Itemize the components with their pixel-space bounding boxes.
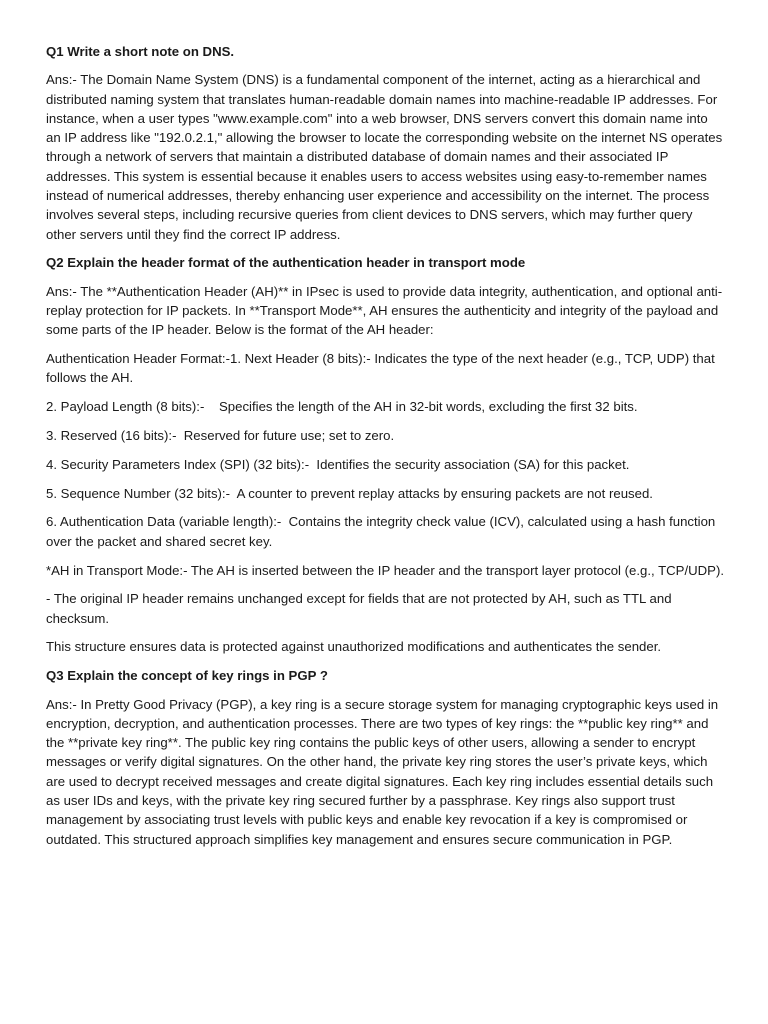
ah-spi: 4. Security Parameters Index (SPI) (32 bits):- Identifies the security association (SA) for this packet. — [46, 456, 630, 472]
q1-heading: Q1 Write a short note on DNS. — [46, 44, 235, 59]
ah-sequence-number: 5. Sequence Number (32 bits):- A counter to prevent replay attacks by ensuring packets are not reused. — [46, 485, 653, 501]
ah-original-header-note: - The original IP header remains unchanged except for fields that are not protected by AH, such as TTL and checksum. — [46, 591, 676, 626]
q1-answer: Ans:- The Domain Name System (DNS) is a fundamental component of the internet, acting as a hierarchical and distributed naming system that translates human-readable domain names into machine-readable IP addresses. For instance, when a user types "www.example.com" into a web browser, DNS servers convert this domain name into an IP address like "192.0.2.1," allowing the browser to locate the corresponding website on the internet NS operates through a network of servers that maintain a distributed database of domain names and their associated IP addresses. This system is essential because it enables users to access websites using easy-to-remember names instead of numerical addresses, thereby enhancing user experience and accessibility on the internet. The process involves several steps, including recursive queries from client devices to DNS servers, which may further query other servers until they find the correct IP address. — [46, 72, 726, 242]
ah-transport-mode: *AH in Transport Mode:- The AH is inserted between the IP header and the transport layer protocol (e.g., TCP/UDP). — [46, 562, 725, 578]
q2-heading: Q2 Explain the header format of the authentication header in transport mode — [46, 255, 526, 271]
q3-answer: Ans:- In Pretty Good Privacy (PGP), a key ring is a secure storage system for managing cryptographic keys used in encryption, decryption, and authentication processes. There are two types of key rings: the **public key ring** and the **private key ring**. The public key ring contains the public keys of other users, allowing a sender to encrypt messages or verify digital signatures. On the other hand, the private key ring stores the user’s private keys, which are used to decrypt received messages and create digital signatures. Each key ring includes essential details such as user IDs and keys, with the private key ring secured further by a passphrase. Key rings also support trust management by associating trust levels with public keys and enable key revocation if a key is compromised or outdated. This structured approach simplifies key management and ensures secure communication in PGP. — [46, 696, 722, 847]
q3-heading: Q3 Explain the concept of key rings in PGP ? — [46, 668, 328, 684]
ah-structure-summary: This structure ensures data is protected against unauthorized modifications and authenticates the sender. — [46, 639, 662, 655]
ah-payload-length: 2. Payload Length (8 bits):- Specifies the length of the AH in 32-bit words, excluding the first 32 bits. — [46, 399, 638, 415]
document-page — [46, 42, 726, 858]
ah-authentication-data: 6. Authentication Data (variable length):- Contains the integrity check value (ICV), calculated using a hash function over the packet and shared secret key. — [46, 514, 719, 549]
q2-answer-intro: Ans:- The **Authentication Header (AH)** in IPsec is used to provide data integrity, authentication, and optional anti-replay protection for IP packets. In **Transport Mode**, AH ensures the authenticity and integrity of the payload and some parts of the IP header. Below is the format of the AH header: — [46, 283, 723, 338]
ah-reserved: 3. Reserved (16 bits):- Reserved for future use; set to zero. — [46, 428, 395, 444]
ah-format-next-header: Authentication Header Format:-1. Next Header (8 bits):- Indicates the type of the next header (e.g., TCP, UDP) that follows the AH. — [46, 351, 719, 386]
